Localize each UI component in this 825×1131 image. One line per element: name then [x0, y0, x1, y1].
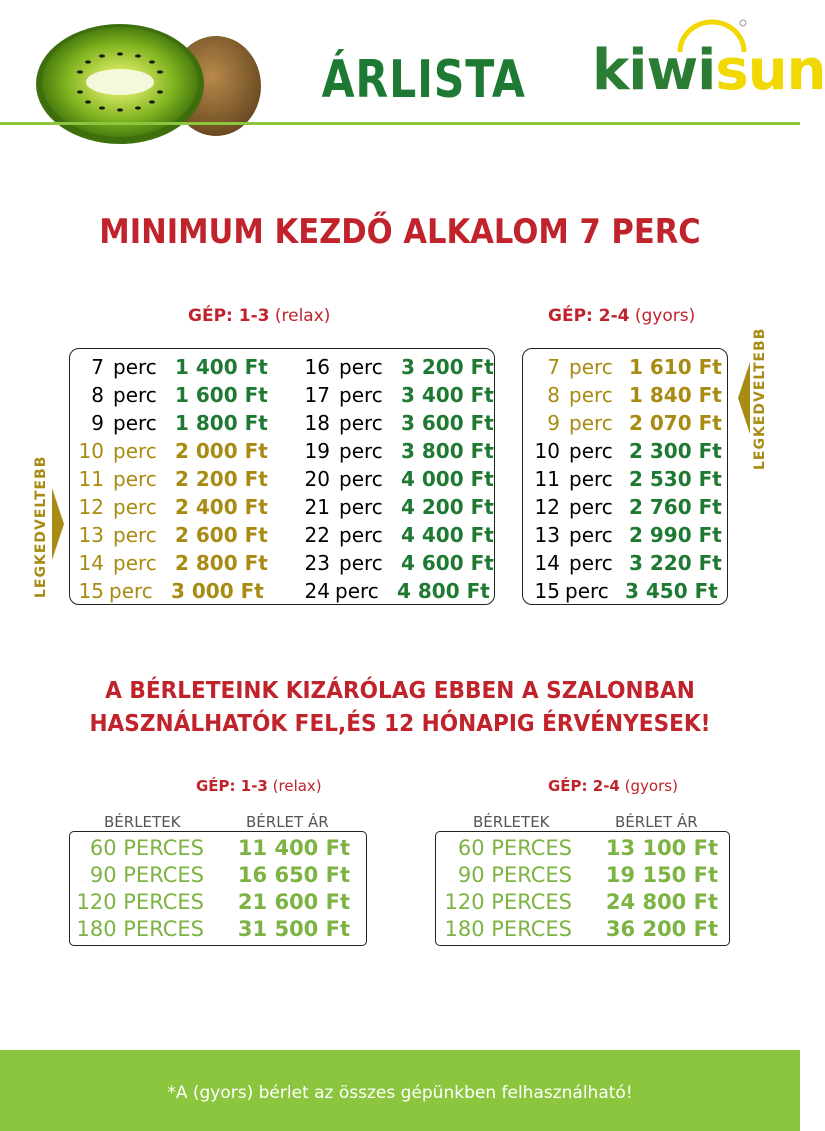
machine-24-label — [548, 306, 695, 326]
pass-notice-line1: A BÉRLETEINK KIZÁRÓLAG EBBEN A SZALONBAN — [105, 676, 695, 704]
machine-13-label-bold: GÉP: 1-3 — [188, 306, 270, 326]
favorite-label-right: LEGKEDVELTEBB — [752, 327, 768, 470]
pass-notice-line2: HASZNÁLHATÓK FEL,ÉS 12 HÓNAPIG ÉRVÉNYESEK! — [89, 709, 711, 737]
price-row: 7 perc 1 610 Ft — [547, 355, 722, 379]
page-title: ÁRLISTA — [321, 50, 526, 110]
price-row: 14 perc 2 800 Ft — [78, 551, 268, 575]
machine-13-label — [188, 306, 330, 326]
price-row: 11 perc 2 530 Ft — [534, 467, 722, 491]
passes-13-col-name: BÉRLETEK — [104, 813, 181, 831]
price-row: 9 perc 1 800 Ft — [91, 411, 268, 435]
pass-notice — [32, 674, 768, 740]
pass-row: 60 PERCES 11 400 Ft — [89, 836, 350, 860]
price-row: 18 perc 3 600 Ft — [304, 411, 494, 435]
logo-kiwi: kiwi — [592, 38, 716, 103]
brand-logo — [592, 38, 825, 103]
pass-row: 120 PERCES 24 800 Ft — [444, 890, 718, 914]
passes-13-label: GÉP: 1-3 (relax) — [196, 777, 322, 795]
price-row: 8 perc 1 600 Ft — [91, 383, 268, 407]
pass-row: 90 PERCES 19 150 Ft — [457, 863, 718, 887]
arrow-left-icon — [736, 362, 752, 434]
price-row: 24 perc 4 800 Ft — [304, 579, 490, 603]
price-row: 21 perc 4 200 Ft — [304, 495, 494, 519]
price-row: 22 perc 4 400 Ft — [304, 523, 494, 547]
price-row: 11 perc 2 200 Ft — [78, 467, 268, 491]
price-row: 17 perc 3 400 Ft — [304, 383, 494, 407]
favorite-label-left: LEGKEDVELTEBB — [33, 455, 49, 598]
logo-sun: sun — [715, 38, 825, 103]
headline: MINIMUM KEZDŐ ALKALOM 7 PERC — [99, 212, 701, 252]
footer-note: *A (gyors) bérlet az összes gépünkben felhasználható! — [167, 1083, 633, 1103]
pass-row: 60 PERCES 13 100 Ft — [457, 836, 718, 860]
price-row: 15 perc 3 450 Ft — [534, 579, 718, 603]
machine-24-label-bold: GÉP: 2-4 — [548, 306, 630, 326]
pass-row: 180 PERCES 36 200 Ft — [444, 917, 718, 941]
pass-row: 180 PERCES 31 500 Ft — [76, 917, 350, 941]
price-row: 19 perc 3 800 Ft — [304, 439, 494, 463]
price-row: 16 perc 3 200 Ft — [304, 355, 494, 379]
price-row: 10 perc 2 000 Ft — [78, 439, 268, 463]
header-divider — [0, 122, 800, 125]
passes-24-col-name: BÉRLETEK — [473, 813, 550, 831]
machine-24-label-rest: (gyors) — [634, 306, 696, 326]
passes-24-col-price: BÉRLET ÁR — [615, 813, 698, 831]
price-row: 23 perc 4 600 Ft — [304, 551, 494, 575]
passes-24-label: GÉP: 2-4 (gyors) — [548, 777, 678, 795]
machine-13-label-rest: (relax) — [274, 306, 331, 326]
price-row: 12 perc 2 400 Ft — [78, 495, 268, 519]
arrow-right-icon — [50, 488, 66, 560]
kiwi-illustration — [28, 16, 268, 146]
price-row: 13 perc 2 600 Ft — [78, 523, 268, 547]
price-row: 9 perc 2 070 Ft — [547, 411, 722, 435]
price-row: 14 perc 3 220 Ft — [534, 551, 722, 575]
price-row: 12 perc 2 760 Ft — [534, 495, 722, 519]
price-row: 13 perc 2 990 Ft — [534, 523, 722, 547]
pass-row: 90 PERCES 16 650 Ft — [89, 863, 350, 887]
price-row: 7 perc 1 400 Ft — [91, 355, 268, 379]
pass-row: 120 PERCES 21 600 Ft — [76, 890, 350, 914]
price-row: 20 perc 4 000 Ft — [304, 467, 494, 491]
price-row: 15 perc 3 000 Ft — [78, 579, 264, 603]
price-row: 8 perc 1 840 Ft — [547, 383, 722, 407]
passes-13-col-price: BÉRLET ÁR — [246, 813, 329, 831]
price-row: 10 perc 2 300 Ft — [534, 439, 722, 463]
